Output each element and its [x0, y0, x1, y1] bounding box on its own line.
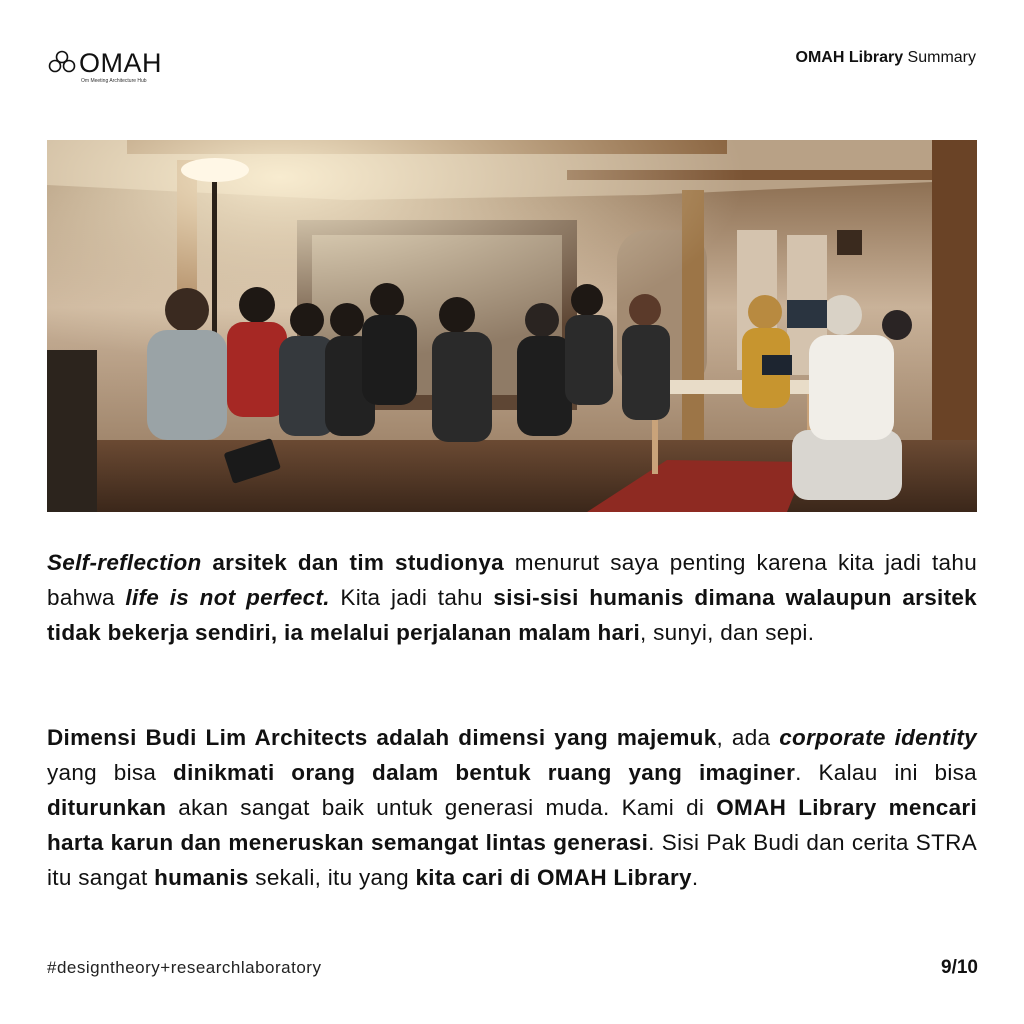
text-run: Kita jadi tahu	[329, 585, 494, 610]
text-run: humanis	[154, 865, 249, 890]
text-run: corporate identity	[779, 725, 977, 750]
paragraph-2	[47, 720, 977, 895]
omah-logo	[47, 46, 207, 88]
text-run	[202, 550, 213, 575]
text-run: . Sisi Pak Budi dan cerita STRA itu sangat	[47, 830, 978, 890]
header-title-bold: OMAH Library	[795, 49, 904, 66]
header-title-rest: Summary	[903, 49, 976, 66]
text-run: .	[691, 865, 699, 890]
logo-subtitle: Om Meeting Architecture Hub	[81, 78, 147, 84]
text-run: sekali, itu yang	[248, 865, 416, 890]
text-run: Dimensi Budi Lim Architects adalah dimensi yang majemuk	[47, 725, 717, 750]
text-run: sisi-sisi humanis dimana walaupun arsitek tidak bekerja sendiri, ia melalui perjalanan malam hari	[47, 585, 977, 645]
paragraph-1	[47, 545, 977, 650]
photo-illustration	[47, 140, 977, 512]
text-run: Self-reflection	[47, 550, 202, 575]
text-run: life is not perfect.	[125, 585, 330, 610]
footer-hashtag: #designtheory+researchlaboratory	[47, 958, 322, 977]
text-run: , sunyi, dan sepi.	[640, 620, 815, 645]
trefoil-logo-icon	[47, 50, 77, 74]
text-run: dinikmati orang dalam bentuk ruang yang imaginer	[173, 760, 796, 785]
text-run: yang bisa	[47, 760, 174, 785]
text-run: akan sangat baik untuk generasi muda. Kami di	[166, 795, 717, 820]
text-run: menurut saya penting karena kita jadi tahu bahwa	[47, 550, 978, 610]
text-run: OMAH Library mencari harta karun dan meneruskan semangat lintas generasi	[47, 795, 977, 855]
header-title	[796, 49, 976, 67]
text-run: , ada	[716, 725, 780, 750]
group-discussion-photo	[47, 140, 977, 512]
logo-text: OMAH	[79, 48, 162, 78]
page-number: 9/10	[941, 957, 978, 978]
text-run: diturunkan	[47, 795, 167, 820]
text-run: . Kalau ini bisa	[795, 760, 977, 785]
text-run: arsitek dan tim studionya	[212, 550, 504, 575]
text-run: kita cari di OMAH Library	[415, 865, 692, 890]
